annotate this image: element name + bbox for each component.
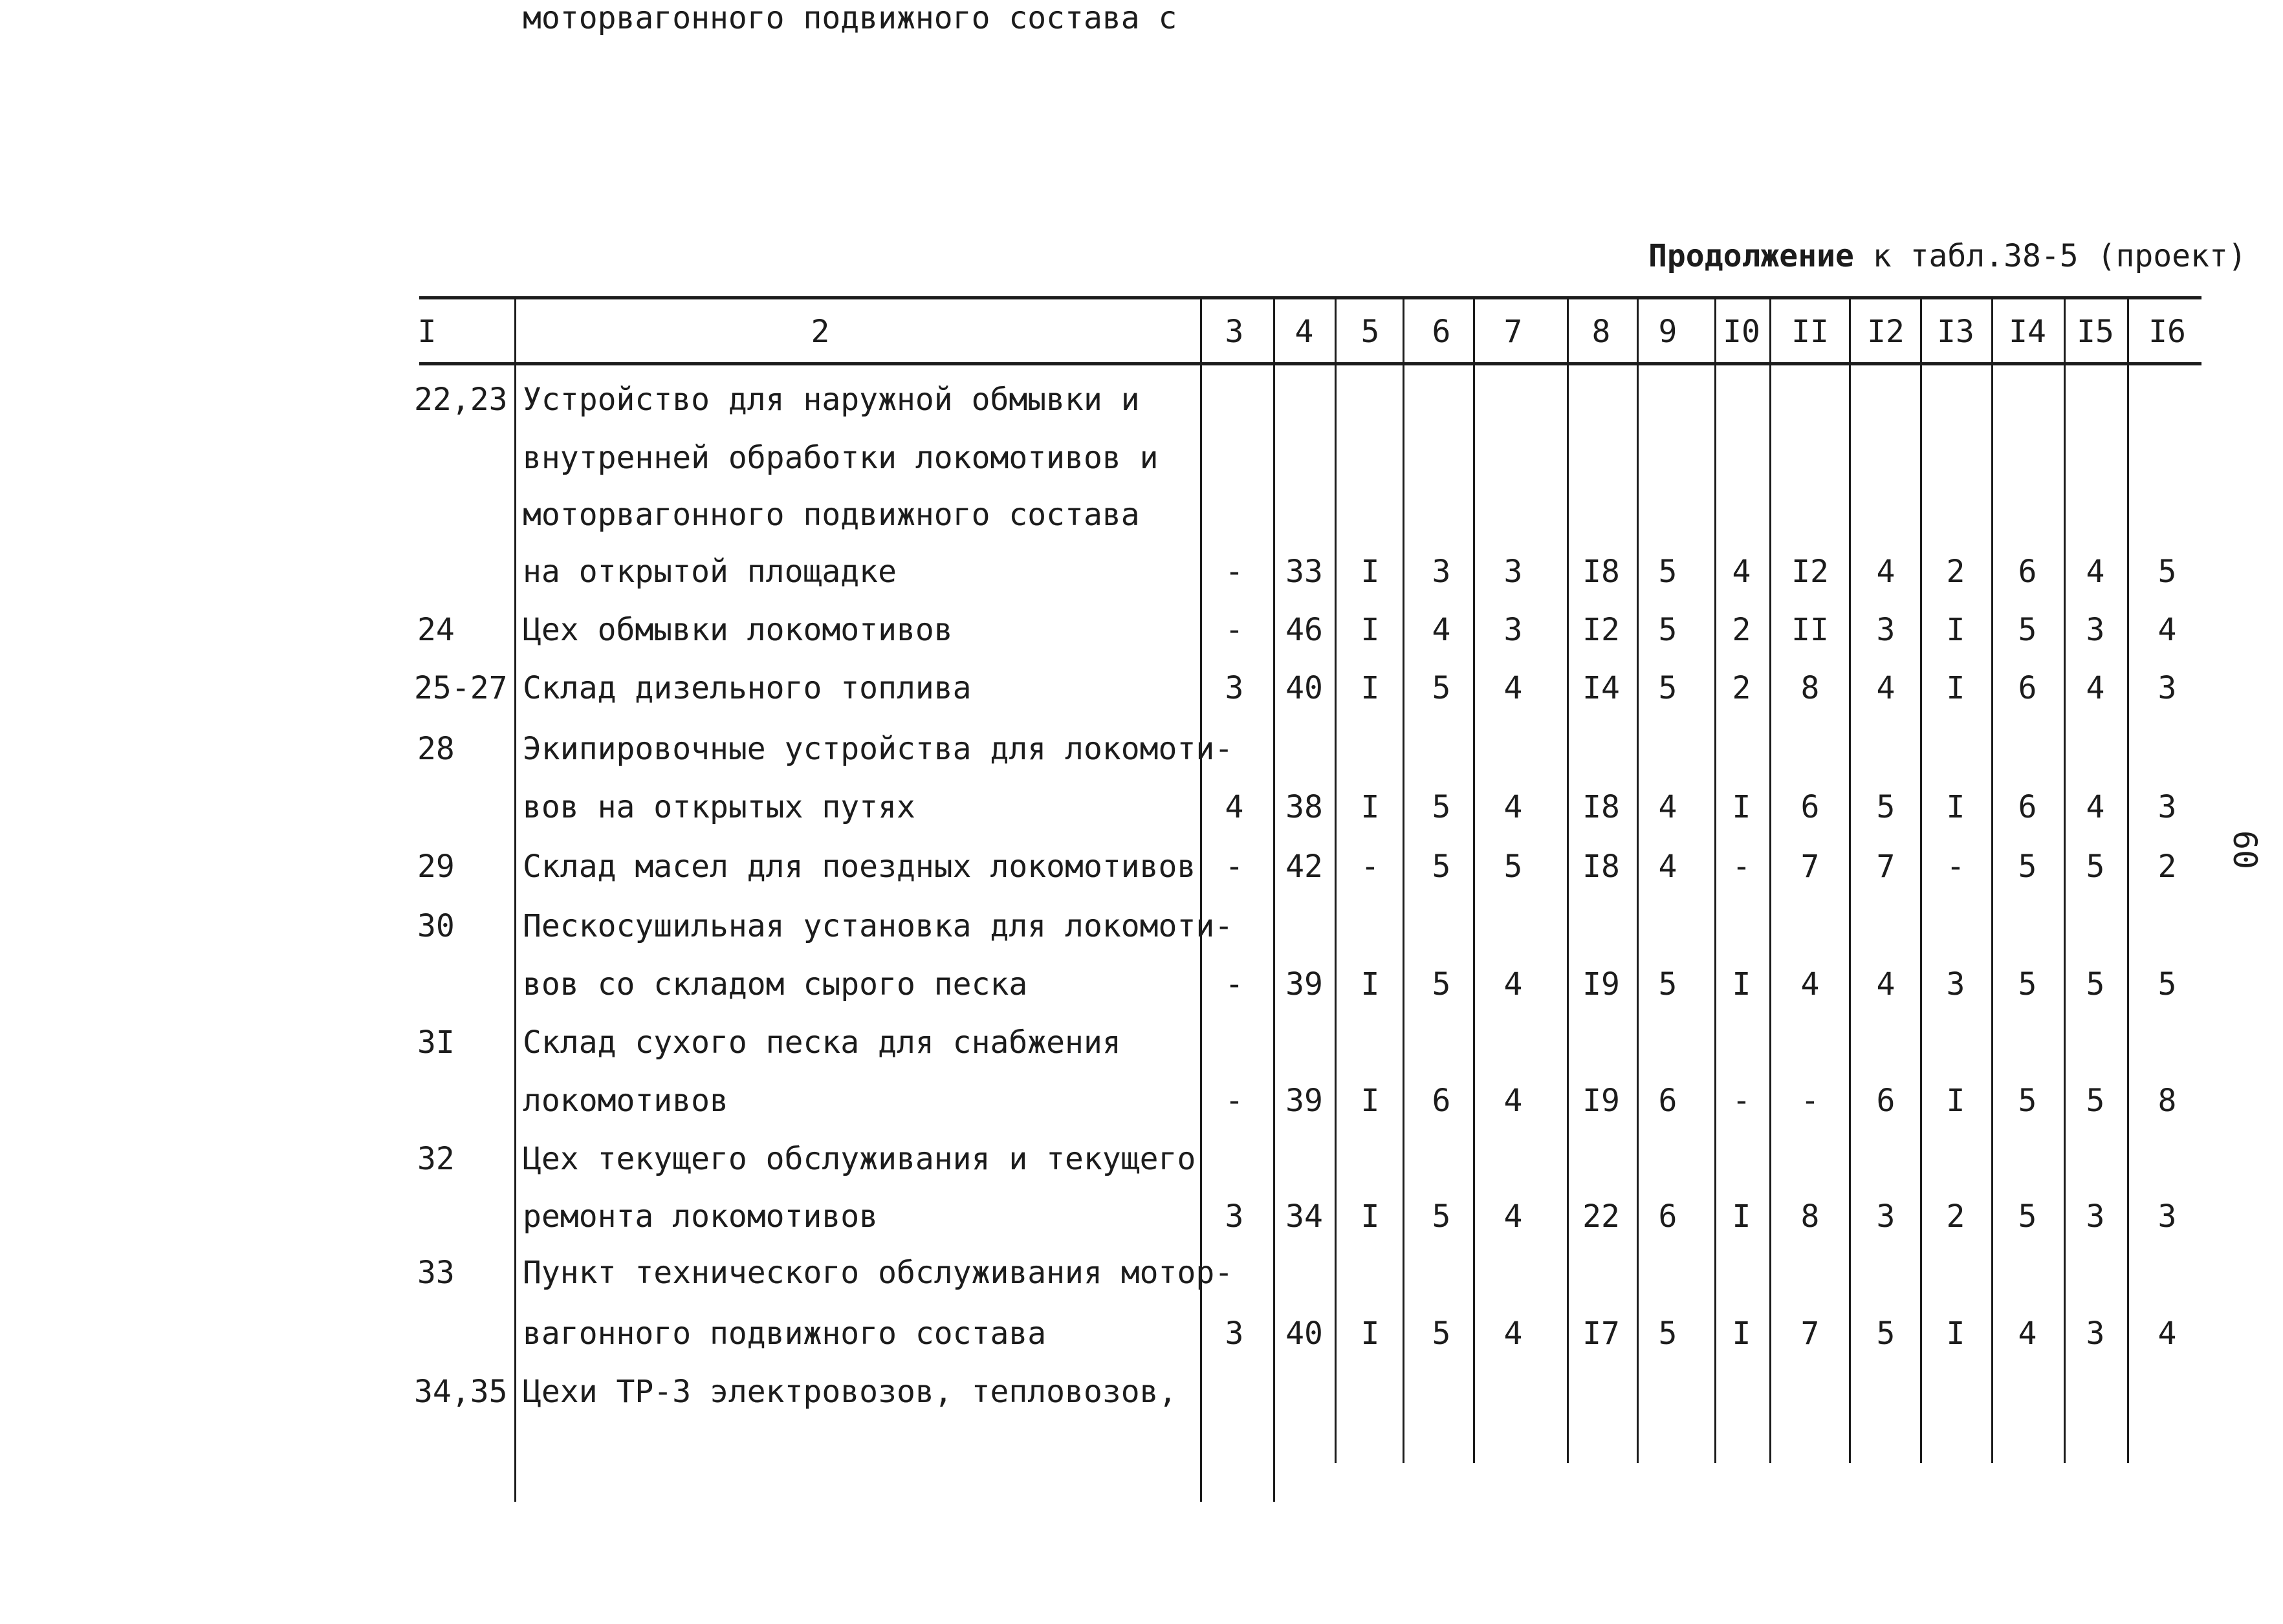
- table-cell: 6: [2018, 554, 2037, 590]
- table-cell: 5: [2018, 849, 2037, 885]
- table-cell: 6: [1658, 1198, 1677, 1235]
- table-cell: 6: [1658, 1083, 1677, 1119]
- title-word-to: к: [1853, 238, 1910, 274]
- row-name-line: Пункт технического обслуживания мотор-: [523, 1255, 1234, 1291]
- table-cell: II: [1791, 612, 1829, 648]
- row-number: 33: [417, 1255, 455, 1291]
- table-cell: I: [1360, 1315, 1380, 1352]
- table-cell: I2: [1582, 612, 1620, 648]
- table-cell: 22: [1582, 1198, 1620, 1235]
- table-cell: I: [1732, 789, 1751, 825]
- table-cell: 5: [1432, 1198, 1451, 1235]
- row-name-line: Цехи ТР-3 электровозов, тепловозов,: [523, 1374, 1177, 1410]
- row-name-line: внутренней обработки локомотивов и: [523, 440, 1159, 476]
- row-name-line: Склад масел для поездных локомотивов: [523, 849, 1196, 885]
- table-cell: 5: [2086, 849, 2105, 885]
- column-divider: [1637, 299, 1639, 1463]
- row-number: 3I: [417, 1024, 455, 1061]
- table-cell: 5: [1876, 1315, 1895, 1352]
- table-cell: I: [1732, 1315, 1751, 1352]
- column-divider: [1769, 299, 1771, 1463]
- table-cell: 8: [1800, 670, 1820, 706]
- table-cell: -: [1360, 849, 1380, 885]
- table-cell: I: [1946, 789, 1965, 825]
- table-cell: I8: [1582, 789, 1620, 825]
- table-cell: 5: [2157, 966, 2177, 1002]
- table-cell: I7: [1582, 1315, 1620, 1352]
- row-name-line: Цех текущего обслуживания и текущего: [523, 1141, 1196, 1177]
- table-cell: 4: [1658, 789, 1677, 825]
- column-header: 9: [1658, 314, 1677, 350]
- table-cell: 5: [1876, 789, 1895, 825]
- table-cell: 4: [1732, 554, 1751, 590]
- table-cell: I9: [1582, 1083, 1620, 1119]
- column-header: 2: [811, 314, 830, 350]
- row-name-line: Устройство для наружной обмывки и: [523, 382, 1140, 418]
- table-cell: 5: [1658, 670, 1677, 706]
- row-number: 28: [417, 731, 455, 767]
- table-cell: 5: [1432, 670, 1451, 706]
- table-cell: 38: [1285, 789, 1323, 825]
- table-cell: 5: [2018, 1198, 2037, 1235]
- table-cell: I: [1360, 670, 1380, 706]
- row-number: 29: [417, 849, 455, 885]
- table-cell: I: [1360, 789, 1380, 825]
- table-cell: 5: [2086, 966, 2105, 1002]
- table-cell: I: [1732, 966, 1751, 1002]
- table-cell: 4: [1432, 612, 1451, 648]
- table-cell: 2: [1732, 612, 1751, 648]
- table-cell: 4: [1503, 1315, 1523, 1352]
- column-header: 6: [1432, 314, 1451, 350]
- table-cell: 5: [1432, 966, 1451, 1002]
- table-cell: I: [1360, 1198, 1380, 1235]
- table-cell: -: [1225, 1083, 1244, 1119]
- table-cell: 4: [1503, 1083, 1523, 1119]
- column-header: I0: [1723, 314, 1760, 350]
- table-cell: 8: [1800, 1198, 1820, 1235]
- table-cell: 4: [2086, 554, 2105, 590]
- table-cell: 5: [1658, 612, 1677, 648]
- table-cell: 3: [1503, 612, 1523, 648]
- table-continuation-title: [1648, 238, 2247, 274]
- table-cell: 4: [1876, 670, 1895, 706]
- column-divider: [1567, 299, 1569, 1463]
- row-name-line: моторвагонного подвижного состава: [523, 497, 1140, 533]
- table-cell: I: [1360, 554, 1380, 590]
- row-name-line: Пескосушильная установка для локомоти-: [523, 908, 1234, 944]
- table-cell: 3: [2086, 612, 2105, 648]
- row-name-line: вов со складом сырого песка: [523, 966, 1028, 1002]
- table-cell: 3: [2086, 1198, 2105, 1235]
- row-name-line: локомотивов: [523, 1083, 728, 1119]
- table-cell: 5: [1503, 849, 1523, 885]
- table-cell: 2: [1946, 554, 1965, 590]
- table-cell: I: [1360, 966, 1380, 1002]
- table-cell: 3: [2086, 1315, 2105, 1352]
- table-cell: I: [1360, 612, 1380, 648]
- table-cell: 33: [1285, 554, 1323, 590]
- table-cell: 6: [2018, 789, 2037, 825]
- header-bottom-rule: [419, 362, 2201, 365]
- column-header: 3: [1225, 314, 1244, 350]
- table-cell: 7: [1800, 849, 1820, 885]
- column-divider: [1991, 299, 1993, 1463]
- table-cell: -: [1800, 1083, 1820, 1119]
- table-cell: 5: [1432, 789, 1451, 825]
- table-cell: I: [1946, 1083, 1965, 1119]
- table-cell: 4: [1876, 966, 1895, 1002]
- table-cell: 7: [1876, 849, 1895, 885]
- table-cell: 8: [2157, 1083, 2177, 1119]
- column-divider: [514, 299, 516, 1502]
- column-divider: [1473, 299, 1475, 1463]
- table-cell: 4: [2157, 612, 2177, 648]
- column-header: 8: [1591, 314, 1611, 350]
- table-cell: 3: [2157, 670, 2177, 706]
- row-number: 22,23: [414, 382, 508, 418]
- table-cell: 5: [2086, 1083, 2105, 1119]
- column-divider: [1920, 299, 1922, 1463]
- column-divider: [1273, 299, 1275, 1502]
- table-cell: 4: [1503, 670, 1523, 706]
- row-number: 30: [417, 908, 455, 944]
- table-cell: 5: [1432, 1315, 1451, 1352]
- row-name-line: вагонного подвижного состава: [523, 1315, 1047, 1352]
- table-cell: 34: [1285, 1198, 1323, 1235]
- column-header: II: [1791, 314, 1829, 350]
- table-cell: -: [1225, 849, 1244, 885]
- column-header: I3: [1937, 314, 1974, 350]
- table-cell: 5: [1658, 966, 1677, 1002]
- table-cell: 5: [1658, 554, 1677, 590]
- row-number: 32: [417, 1141, 455, 1177]
- table-cell: I: [1946, 1315, 1965, 1352]
- column-header: I4: [2009, 314, 2046, 350]
- table-cell: 3: [1225, 1198, 1244, 1235]
- column-header: I5: [2077, 314, 2114, 350]
- table-cell: 6: [1800, 789, 1820, 825]
- table-cell: 3: [1946, 966, 1965, 1002]
- title-word-continuation: Продолжение: [1648, 238, 1854, 274]
- table-cell: -: [1732, 1083, 1751, 1119]
- column-divider: [2064, 299, 2066, 1463]
- table-cell: 5: [2018, 612, 2037, 648]
- table-cell: I8: [1582, 849, 1620, 885]
- table-cell: 6: [2018, 670, 2037, 706]
- table-cell: I9: [1582, 966, 1620, 1002]
- table-cell: I: [1946, 612, 1965, 648]
- column-divider: [1403, 299, 1404, 1463]
- table-cell: 6: [1876, 1083, 1895, 1119]
- table-cell: 3: [1876, 1198, 1895, 1235]
- table-cell: -: [1225, 554, 1244, 590]
- table-cell: 39: [1285, 966, 1323, 1002]
- table-cell: 4: [1225, 789, 1244, 825]
- table-cell: 4: [1658, 849, 1677, 885]
- table-cell: 40: [1285, 1315, 1323, 1352]
- table-cell: 5: [2018, 1083, 2037, 1119]
- table-cell: 3: [1876, 612, 1895, 648]
- table-cell: 5: [1432, 849, 1451, 885]
- table-cell: -: [1946, 849, 1965, 885]
- table-cell: 5: [1658, 1315, 1677, 1352]
- column-header: 4: [1294, 314, 1314, 350]
- row-name-line: на открытой площадке: [523, 554, 897, 590]
- table-cell: 46: [1285, 612, 1323, 648]
- table-cell: 42: [1285, 849, 1323, 885]
- table-cell: I: [1946, 670, 1965, 706]
- table-cell: 3: [2157, 789, 2177, 825]
- table-cell: 4: [2018, 1315, 2037, 1352]
- column-header: 7: [1503, 314, 1523, 350]
- table-cell: I8: [1582, 554, 1620, 590]
- table-cell: -: [1225, 966, 1244, 1002]
- table-cell: 3: [2157, 1198, 2177, 1235]
- table-cell: I4: [1582, 670, 1620, 706]
- row-name-line: Экипировочные устройства для локомоти-: [523, 731, 1234, 767]
- row-name-line: ремонта локомотивов: [523, 1198, 879, 1235]
- column-header: 5: [1360, 314, 1380, 350]
- row-name-line: моторвагонного подвижного состава с: [523, 0, 1177, 36]
- table-cell: 3: [1225, 670, 1244, 706]
- table-cell: 4: [2157, 1315, 2177, 1352]
- table-cell: I: [1732, 1198, 1751, 1235]
- table-cell: 40: [1285, 670, 1323, 706]
- column-header: I2: [1867, 314, 1905, 350]
- title-table-reference: табл.38-5 (проект): [1910, 238, 2247, 274]
- table-cell: 5: [2157, 554, 2177, 590]
- row-name-line: Склад сухого песка для снабжения: [523, 1024, 1121, 1061]
- table-cell: 4: [1503, 966, 1523, 1002]
- table-cell: 4: [1503, 789, 1523, 825]
- table-cell: 2: [2157, 849, 2177, 885]
- row-number: 25-27: [414, 670, 508, 706]
- row-name-line: Склад дизельного топлива: [523, 670, 972, 706]
- column-divider: [1335, 299, 1337, 1463]
- table-cell: 3: [1225, 1315, 1244, 1352]
- table-cell: 5: [2018, 966, 2037, 1002]
- table-cell: I2: [1791, 554, 1829, 590]
- header-top-rule: [419, 296, 2201, 299]
- table-cell: 4: [1800, 966, 1820, 1002]
- table-cell: 4: [1503, 1198, 1523, 1235]
- column-header: I6: [2148, 314, 2186, 350]
- row-number: 24: [417, 612, 455, 648]
- table-cell: I: [1360, 1083, 1380, 1119]
- table-cell: 39: [1285, 1083, 1323, 1119]
- table-cell: 2: [1732, 670, 1751, 706]
- table-cell: 2: [1946, 1198, 1965, 1235]
- table-cell: 3: [1432, 554, 1451, 590]
- table-cell: 4: [2086, 789, 2105, 825]
- column-divider: [2127, 299, 2129, 1463]
- column-divider: [1714, 299, 1716, 1463]
- row-name-line: вов на открытых путях: [523, 789, 915, 825]
- column-divider: [1849, 299, 1851, 1463]
- table-cell: 4: [2086, 670, 2105, 706]
- table-cell: -: [1732, 849, 1751, 885]
- table-cell: 3: [1503, 554, 1523, 590]
- column-divider: [1200, 299, 1202, 1502]
- row-number: 34,35: [414, 1374, 508, 1410]
- table-cell: 7: [1800, 1315, 1820, 1352]
- table-cell: -: [1225, 612, 1244, 648]
- table-cell: 4: [1876, 554, 1895, 590]
- row-name-line: Цех обмывки локомотивов: [523, 612, 953, 648]
- table-cell: 6: [1432, 1083, 1451, 1119]
- column-header: I: [417, 314, 437, 350]
- page-number: 60: [2226, 830, 2264, 870]
